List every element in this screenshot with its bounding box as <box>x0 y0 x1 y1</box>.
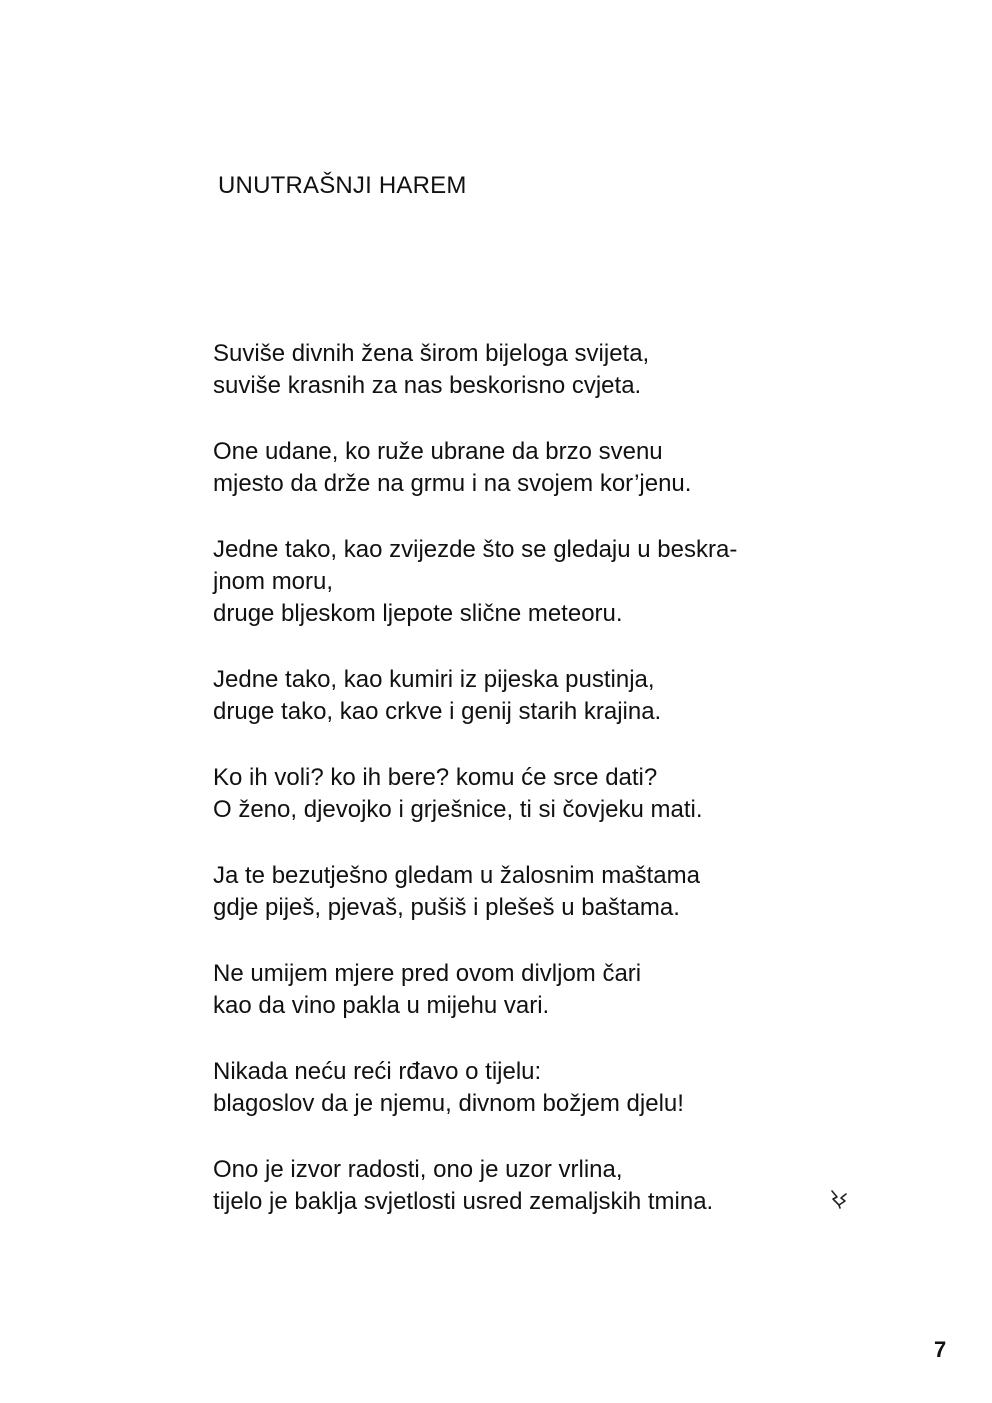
poem-line: kao da vino pakla u mijehu vari. <box>213 992 550 1019</box>
stanza-5 <box>213 762 873 826</box>
stanza-6 <box>213 860 873 924</box>
page-number: 7 <box>934 1337 947 1362</box>
poem-line: O ženo, djevojko i grješnice, ti si čovjeku mati. <box>213 796 703 823</box>
poem-title: UNUTRAŠNJI HAREM <box>218 172 467 199</box>
stanza-4 <box>213 664 873 728</box>
poem-line: Ja te bezutješno gledam u žalosnim maštama <box>213 862 700 889</box>
poem-line: tijelo je baklja svjetlosti usred zemaljskih tmina. <box>213 1188 714 1215</box>
poem-line: Jedne tako, kao kumiri iz pijeska pustinja, <box>213 666 655 693</box>
poem-line: blagoslov da je njemu, divnom božjem djelu! <box>213 1090 684 1117</box>
poem-line: gdje piješ, pjevaš, pušiš i plešeš u baštama. <box>213 894 680 921</box>
poem-line: Ono je izvor radosti, ono je uzor vrlina, <box>213 1156 623 1183</box>
poem-line: Ne umijem mjere pred ovom divljom čari <box>213 960 642 987</box>
poem-line: One udane, ko ruže ubrane da brzo svenu <box>213 438 663 465</box>
poem-line: druge bljeskom ljepote slične meteoru. <box>213 600 623 627</box>
fleuron-icon <box>828 1188 850 1210</box>
stanza-3 <box>213 534 873 630</box>
poem-body <box>213 338 873 1252</box>
stanza-8 <box>213 1056 873 1120</box>
stanza-1 <box>213 338 873 402</box>
poem-line: Jedne tako, kao zvijezde što se gledaju u beskra- <box>213 536 738 563</box>
stanza-7 <box>213 958 873 1022</box>
poem-line: Suviše divnih žena širom bijeloga svijeta, <box>213 340 650 367</box>
poem-line: Nikada neću reći rđavo o tijelu: <box>213 1058 542 1085</box>
poem-line: Ko ih voli? ko ih bere? komu će srce dati? <box>213 764 658 791</box>
poem-line: jnom moru, <box>213 568 334 595</box>
stanza-9 <box>213 1154 873 1218</box>
poem-line: suviše krasnih za nas beskorisno cvjeta. <box>213 372 642 399</box>
stanza-2 <box>213 436 873 500</box>
poem-line: mjesto da drže na grmu i na svojem kor’jenu. <box>213 470 692 497</box>
poem-line: druge tako, kao crkve i genij starih krajina. <box>213 698 662 725</box>
